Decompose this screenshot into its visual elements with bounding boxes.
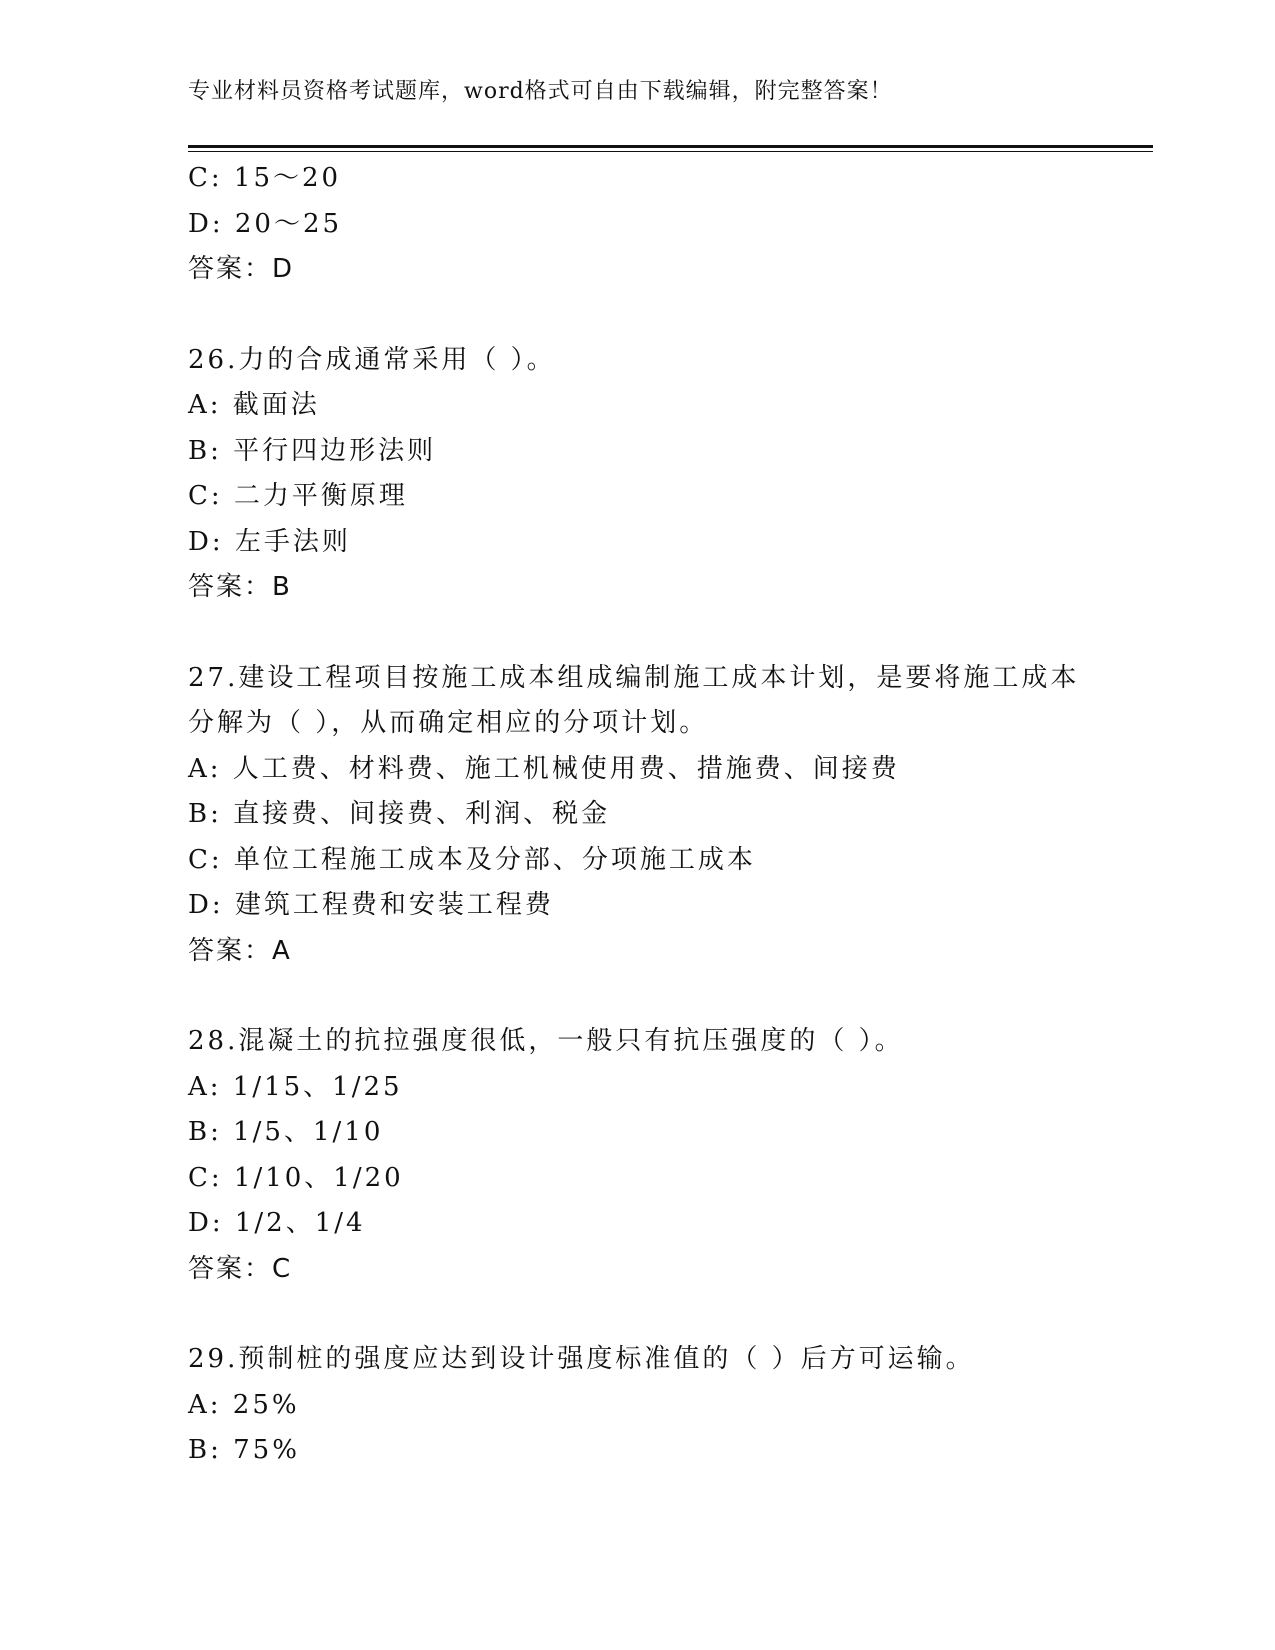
spacer (188, 611, 1148, 656)
option-d: D: 左手法则 (188, 526, 351, 557)
option-d: D: 20～25 (188, 208, 343, 239)
option-b: B: 平行四边形法则 (188, 435, 437, 466)
question-text: 27.建设工程项目按施工成本组成编制施工成本计划，是要将施工成本 (188, 662, 1080, 693)
option-b: B: 1/5、1/10 (188, 1117, 384, 1147)
question-29 (188, 1337, 1148, 1474)
answer: 答案：D (188, 254, 295, 284)
option-a: A: 截面法 (188, 390, 320, 420)
option-d: D: 1/2、1/4 (188, 1208, 366, 1238)
option-b: B: 直接费、间接费、利润、税金 (188, 799, 611, 829)
option-a: A: 人工费、材料费、施工机械使用费、措施费、间接费 (188, 753, 900, 784)
option-c: C: 15～20 (188, 163, 342, 193)
answer: 答案：B (188, 572, 292, 602)
question-25-continuation (188, 156, 1148, 293)
option-c: C: 1/10、1/20 (188, 1162, 404, 1193)
option-c: C: 单位工程施工成本及分部、分项施工成本 (188, 844, 756, 875)
question-text: 28.混凝土的抗拉强度很低，一般只有抗压强度的（ ）。 (188, 1026, 904, 1056)
question-content (188, 156, 1148, 1474)
header-divider-thick (188, 145, 1153, 148)
answer: 答案：A (188, 935, 292, 966)
option-a: A: 1/15、1/25 (188, 1071, 403, 1102)
spacer (188, 293, 1148, 338)
spacer (188, 1292, 1148, 1337)
question-26 (188, 338, 1148, 611)
question-27 (188, 656, 1148, 975)
option-c: C: 二力平衡原理 (188, 481, 408, 511)
question-text: 26.力的合成通常采用（ ）。 (188, 344, 556, 375)
spacer (188, 974, 1148, 1019)
option-d: D: 建筑工程费和安装工程费 (188, 890, 554, 920)
question-28 (188, 1019, 1148, 1292)
option-a: A: 25% (188, 1389, 300, 1420)
question-text: 29.预制桩的强度应达到设计强度标准值的（ ）后方可运输。 (188, 1344, 975, 1374)
header-divider-thin (188, 151, 1153, 152)
page-header: 专业材料员资格考试题库，word格式可自由下载编辑，附完整答案！ (188, 79, 893, 104)
answer: 答案：C (188, 1253, 293, 1284)
option-b: B: 75% (188, 1435, 300, 1465)
question-text-continued: 分解为（ ），从而确定相应的分项计划。 (188, 708, 709, 738)
